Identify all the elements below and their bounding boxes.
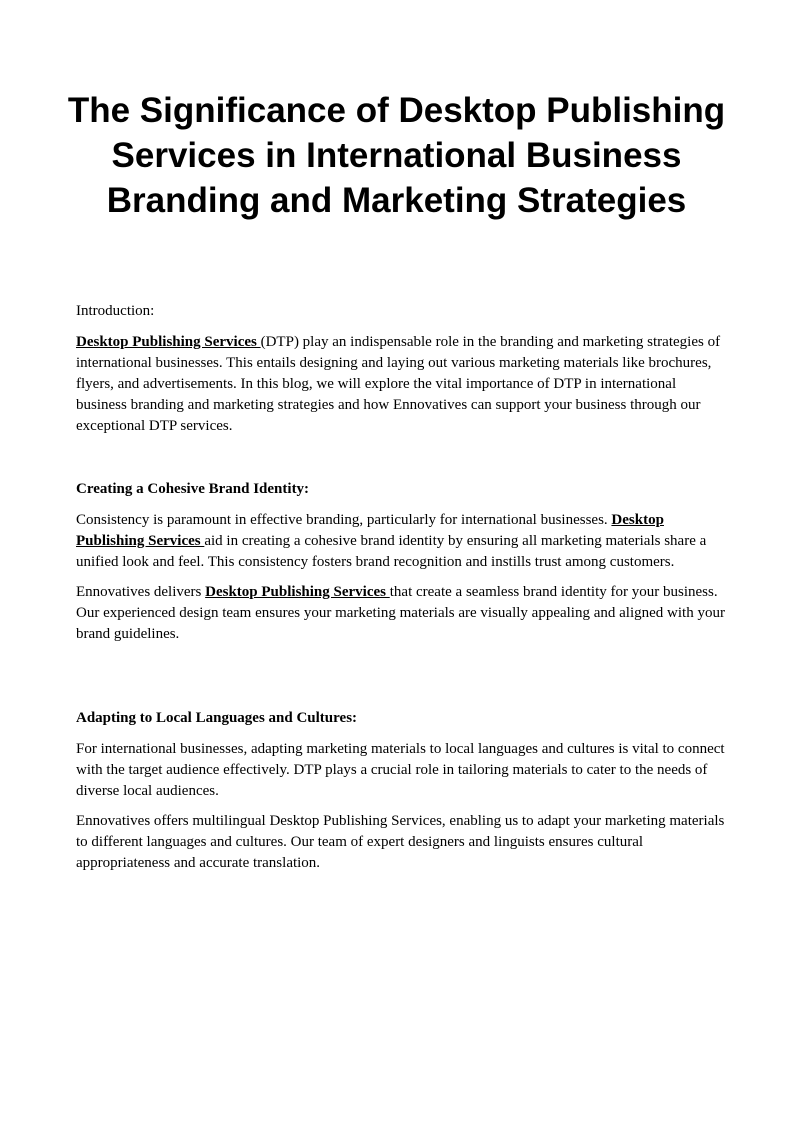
paragraph-text: Ennovatives delivers — [76, 584, 206, 600]
desktop-publishing-services-link[interactable]: Desktop Publishing Services — [76, 334, 261, 350]
intro-block — [76, 301, 726, 437]
section-heading-local-languages: Adapting to Local Languages and Cultures: — [76, 710, 358, 726]
brand-identity-paragraph-1 — [76, 510, 726, 573]
intro-label: Introduction: — [76, 303, 155, 319]
paragraph-text: Consistency is paramount in effective branding, particularly for international businesses. — [76, 512, 612, 528]
section-local-languages — [76, 708, 726, 874]
brand-identity-paragraph-2 — [76, 582, 726, 645]
desktop-publishing-services-link[interactable]: Desktop Publishing Services — [205, 584, 390, 600]
section-heading-brand-identity: Creating a Cohesive Brand Identity: — [76, 481, 310, 497]
local-languages-paragraph-1: For international businesses, adapting marketing materials to local languages and cultures is vital to connect with the target audience effectively. DTP plays a crucial role in tailoring materials to cater to the needs of diverse local audiences. — [76, 741, 725, 799]
desktop-publishing-services-link[interactable]: Desktop Publishing Services — [76, 512, 664, 549]
document-title: The Significance of Desktop Publishing Services in International Business Branding and Marketing Strategies — [67, 91, 726, 220]
section-brand-identity — [76, 479, 726, 645]
paragraph-text: that create a seamless brand identity for your business. Our experienced design team ensures your marketing materials are visually appealing and aligned with your brand guidelines. — [76, 584, 725, 642]
intro-text: (DTP) play an indispensable role in the branding and marketing strategies of international businesses. This entails designing and laying out various marketing materials like brochures, flyers, and advertisements. In this blog, we will explore the vital importance of DTP in international business branding and marketing strategies and how Ennovatives can support your business through our exceptional DTP services. — [76, 334, 721, 434]
paragraph-text: aid in creating a cohesive brand identity by ensuring all marketing materials share a unified look and feel. This consistency fosters brand recognition and instills trust among customers. — [76, 533, 707, 570]
local-languages-paragraph-2: Ennovatives offers multilingual Desktop Publishing Services, enabling us to adapt your marketing materials to different languages and cultures. Our team of expert designers and linguists ensures cultural appropriateness and accurate translation. — [76, 813, 725, 871]
intro-paragraph — [76, 332, 726, 437]
